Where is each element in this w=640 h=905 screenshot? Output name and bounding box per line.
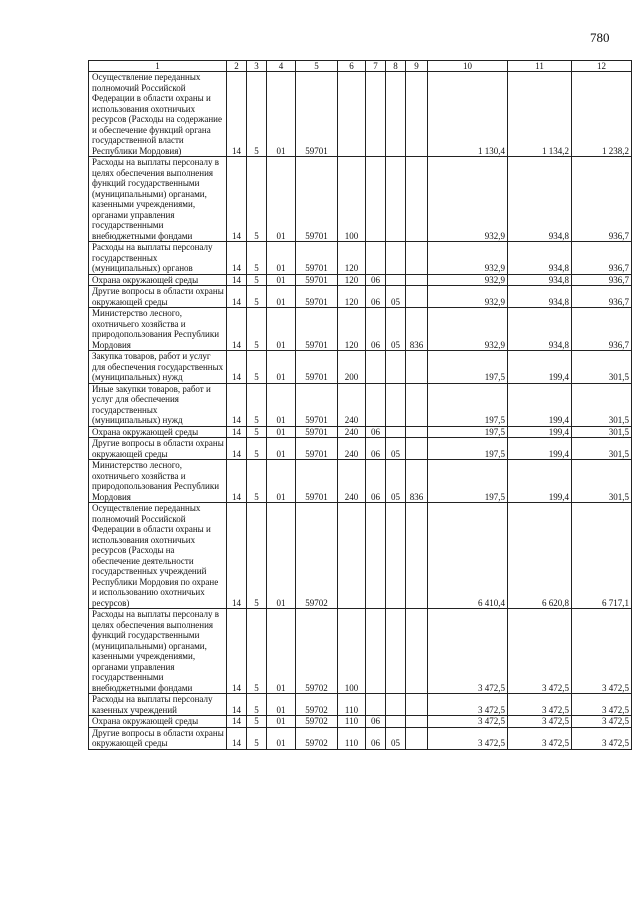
column-header: 12	[572, 61, 632, 72]
code-cell: 5	[247, 460, 267, 503]
code-cell: 14	[227, 503, 247, 609]
code-cell: 01	[267, 242, 296, 275]
code-cell	[406, 383, 428, 426]
amount-cell: 936,7	[572, 308, 632, 351]
amount-cell: 197,5	[428, 438, 508, 460]
table-row	[89, 351, 632, 384]
code-cell: 14	[227, 72, 247, 157]
amount-cell: 199,4	[508, 438, 572, 460]
code-cell	[366, 242, 386, 275]
code-cell: 59701	[296, 383, 338, 426]
code-cell: 01	[267, 351, 296, 384]
code-cell: 01	[267, 72, 296, 157]
expense-name-cell: Расходы на выплаты персоналу государственных (муниципальных) органов	[89, 242, 227, 275]
code-cell: 110	[338, 727, 366, 749]
code-cell	[366, 694, 386, 716]
code-cell: 5	[247, 242, 267, 275]
table-row	[89, 426, 632, 438]
code-cell: 14	[227, 727, 247, 749]
table-header-row	[89, 61, 632, 72]
code-cell: 5	[247, 286, 267, 308]
code-cell: 5	[247, 308, 267, 351]
table-row	[89, 460, 632, 503]
code-cell: 01	[267, 308, 296, 351]
code-cell: 01	[267, 274, 296, 286]
code-cell	[406, 157, 428, 242]
amount-cell: 3 472,5	[572, 716, 632, 728]
code-cell: 06	[366, 274, 386, 286]
amount-cell: 6 717,1	[572, 503, 632, 609]
code-cell: 01	[267, 609, 296, 694]
code-cell: 14	[227, 609, 247, 694]
expense-name-cell: Другие вопросы в области охраны окружающей среды	[89, 438, 227, 460]
amount-cell: 3 472,5	[572, 694, 632, 716]
code-cell: 14	[227, 351, 247, 384]
expense-name-cell: Охрана окружающей среды	[89, 426, 227, 438]
code-cell: 59701	[296, 438, 338, 460]
code-cell: 01	[267, 426, 296, 438]
amount-cell: 934,8	[508, 274, 572, 286]
code-cell: 14	[227, 157, 247, 242]
amount-cell: 197,5	[428, 426, 508, 438]
code-cell: 01	[267, 503, 296, 609]
amount-cell: 301,5	[572, 351, 632, 384]
code-cell: 240	[338, 460, 366, 503]
amount-cell: 934,8	[508, 242, 572, 275]
amount-cell: 197,5	[428, 460, 508, 503]
amount-cell: 3 472,5	[508, 716, 572, 728]
code-cell: 120	[338, 286, 366, 308]
expense-name-cell: Осуществление переданных полномочий Российской Федерации в области охраны и использования охотничьих ресурсов (Расходы на обеспечение деятельности государственных учреждений Республики Мордовия по охране и использованию охотничьих ресурсов)	[89, 503, 227, 609]
code-cell: 06	[366, 716, 386, 728]
amount-cell: 3 472,5	[572, 609, 632, 694]
code-cell	[406, 286, 428, 308]
code-cell: 100	[338, 157, 366, 242]
code-cell: 06	[366, 286, 386, 308]
code-cell: 5	[247, 727, 267, 749]
amount-cell: 932,9	[428, 308, 508, 351]
code-cell	[386, 609, 406, 694]
code-cell: 5	[247, 274, 267, 286]
code-cell: 05	[386, 286, 406, 308]
code-cell	[366, 383, 386, 426]
expense-name-cell: Расходы на выплаты персоналу казенных учреждений	[89, 694, 227, 716]
code-cell	[386, 716, 406, 728]
code-cell: 59702	[296, 503, 338, 609]
code-cell: 59701	[296, 426, 338, 438]
code-cell: 14	[227, 383, 247, 426]
code-cell: 59702	[296, 609, 338, 694]
code-cell	[386, 242, 406, 275]
page-number: 780	[590, 30, 610, 45]
code-cell: 120	[338, 308, 366, 351]
code-cell: 01	[267, 157, 296, 242]
amount-cell: 301,5	[572, 426, 632, 438]
amount-cell: 301,5	[572, 383, 632, 426]
code-cell: 59702	[296, 694, 338, 716]
column-header: 3	[247, 61, 267, 72]
code-cell: 01	[267, 716, 296, 728]
code-cell: 14	[227, 286, 247, 308]
code-cell: 59702	[296, 727, 338, 749]
code-cell: 5	[247, 383, 267, 426]
amount-cell: 3 472,5	[428, 694, 508, 716]
table-row	[89, 503, 632, 609]
expense-name-cell: Осуществление переданных полномочий Российской Федерации в области охраны и использования охотничьих ресурсов (Расходы на содержание и обеспечение функций органа государственной власти Республики Мордовия)	[89, 72, 227, 157]
amount-cell: 3 472,5	[508, 694, 572, 716]
code-cell: 5	[247, 716, 267, 728]
amount-cell: 6 410,4	[428, 503, 508, 609]
code-cell: 5	[247, 609, 267, 694]
code-cell: 06	[366, 308, 386, 351]
table-row	[89, 286, 632, 308]
code-cell	[406, 727, 428, 749]
table-row	[89, 274, 632, 286]
column-header: 9	[406, 61, 428, 72]
column-header: 1	[89, 61, 227, 72]
code-cell	[386, 694, 406, 716]
code-cell: 240	[338, 383, 366, 426]
code-cell: 14	[227, 242, 247, 275]
table-body	[89, 72, 632, 750]
code-cell	[366, 157, 386, 242]
column-header: 8	[386, 61, 406, 72]
code-cell	[338, 503, 366, 609]
code-cell: 110	[338, 716, 366, 728]
expense-name-cell: Охрана окружающей среды	[89, 716, 227, 728]
code-cell: 59701	[296, 286, 338, 308]
table-row	[89, 242, 632, 275]
code-cell: 01	[267, 694, 296, 716]
code-cell: 120	[338, 242, 366, 275]
code-cell: 200	[338, 351, 366, 384]
code-cell: 06	[366, 426, 386, 438]
code-cell	[406, 72, 428, 157]
code-cell: 14	[227, 308, 247, 351]
amount-cell: 3 472,5	[508, 609, 572, 694]
amount-cell: 199,4	[508, 460, 572, 503]
amount-cell: 197,5	[428, 351, 508, 384]
column-header: 7	[366, 61, 386, 72]
amount-cell: 6 620,8	[508, 503, 572, 609]
expense-name-cell: Другие вопросы в области охраны окружающей среды	[89, 286, 227, 308]
code-cell: 59701	[296, 157, 338, 242]
amount-cell: 936,7	[572, 286, 632, 308]
code-cell	[386, 503, 406, 609]
code-cell: 59701	[296, 242, 338, 275]
code-cell	[366, 503, 386, 609]
code-cell	[386, 157, 406, 242]
code-cell	[406, 242, 428, 275]
code-cell: 14	[227, 438, 247, 460]
code-cell: 5	[247, 694, 267, 716]
column-header: 4	[267, 61, 296, 72]
amount-cell: 3 472,5	[508, 727, 572, 749]
amount-cell: 934,8	[508, 157, 572, 242]
amount-cell: 932,9	[428, 286, 508, 308]
table-row	[89, 694, 632, 716]
code-cell	[386, 351, 406, 384]
code-cell: 59701	[296, 72, 338, 157]
expense-name-cell: Министерство лесного, охотничьего хозяйства и природопользования Республики Мордовия	[89, 460, 227, 503]
code-cell: 01	[267, 727, 296, 749]
code-cell: 110	[338, 694, 366, 716]
code-cell	[366, 72, 386, 157]
code-cell: 100	[338, 609, 366, 694]
code-cell: 01	[267, 286, 296, 308]
expense-name-cell: Охрана окружающей среды	[89, 274, 227, 286]
code-cell: 05	[386, 438, 406, 460]
amount-cell: 3 472,5	[572, 727, 632, 749]
expense-name-cell: Расходы на выплаты персоналу в целях обеспечения выполнения функций государственными (муниципальными) органами, казенными учреждениями, органами управления государственными внебюджетными фондами	[89, 609, 227, 694]
code-cell: 5	[247, 426, 267, 438]
code-cell: 240	[338, 438, 366, 460]
code-cell: 14	[227, 694, 247, 716]
code-cell: 05	[386, 308, 406, 351]
code-cell: 01	[267, 460, 296, 503]
amount-cell: 301,5	[572, 438, 632, 460]
code-cell: 5	[247, 438, 267, 460]
code-cell: 59701	[296, 351, 338, 384]
code-cell	[406, 351, 428, 384]
code-cell: 120	[338, 274, 366, 286]
table-row	[89, 383, 632, 426]
amount-cell: 936,7	[572, 274, 632, 286]
expense-name-cell: Закупка товаров, работ и услуг для обеспечения государственных (муниципальных) нужд	[89, 351, 227, 384]
code-cell: 59701	[296, 274, 338, 286]
column-header: 2	[227, 61, 247, 72]
code-cell	[386, 383, 406, 426]
amount-cell: 197,5	[428, 383, 508, 426]
code-cell: 5	[247, 72, 267, 157]
code-cell: 14	[227, 460, 247, 503]
code-cell	[406, 426, 428, 438]
code-cell	[406, 503, 428, 609]
code-cell: 06	[366, 460, 386, 503]
code-cell: 01	[267, 438, 296, 460]
amount-cell: 199,4	[508, 351, 572, 384]
table-row	[89, 157, 632, 242]
code-cell	[406, 716, 428, 728]
amount-cell: 934,8	[508, 308, 572, 351]
amount-cell: 199,4	[508, 426, 572, 438]
amount-cell: 936,7	[572, 242, 632, 275]
code-cell	[406, 438, 428, 460]
code-cell: 836	[406, 460, 428, 503]
amount-cell: 3 472,5	[428, 716, 508, 728]
table-row	[89, 609, 632, 694]
expense-name-cell: Иные закупки товаров, работ и услуг для обеспечения государственных (муниципальных) нужд	[89, 383, 227, 426]
code-cell	[386, 72, 406, 157]
code-cell: 01	[267, 383, 296, 426]
amount-cell: 932,9	[428, 274, 508, 286]
code-cell	[386, 274, 406, 286]
amount-cell: 932,9	[428, 157, 508, 242]
code-cell: 836	[406, 308, 428, 351]
amount-cell: 1 130,4	[428, 72, 508, 157]
code-cell	[366, 351, 386, 384]
code-cell: 14	[227, 426, 247, 438]
code-cell	[366, 609, 386, 694]
amount-cell: 199,4	[508, 383, 572, 426]
table-row	[89, 308, 632, 351]
column-header: 6	[338, 61, 366, 72]
expense-name-cell: Министерство лесного, охотничьего хозяйства и природопользования Республики Мордовия	[89, 308, 227, 351]
code-cell	[406, 609, 428, 694]
amount-cell: 936,7	[572, 157, 632, 242]
budget-table	[88, 60, 632, 750]
amount-cell: 934,8	[508, 286, 572, 308]
table-row	[89, 716, 632, 728]
table-row	[89, 438, 632, 460]
code-cell: 14	[227, 274, 247, 286]
code-cell: 06	[366, 438, 386, 460]
column-header: 10	[428, 61, 508, 72]
code-cell: 05	[386, 727, 406, 749]
amount-cell: 3 472,5	[428, 609, 508, 694]
code-cell	[338, 72, 366, 157]
amount-cell: 301,5	[572, 460, 632, 503]
code-cell: 5	[247, 503, 267, 609]
code-cell	[386, 426, 406, 438]
code-cell: 5	[247, 351, 267, 384]
table-row	[89, 72, 632, 157]
expense-name-cell: Расходы на выплаты персоналу в целях обеспечения выполнения функций государственными (муниципальными) органами, казенными учреждениями, органами управления государственными внебюджетными фондами	[89, 157, 227, 242]
code-cell: 59701	[296, 308, 338, 351]
code-cell: 05	[386, 460, 406, 503]
code-cell: 06	[366, 727, 386, 749]
code-cell: 240	[338, 426, 366, 438]
expense-name-cell: Другие вопросы в области охраны окружающей среды	[89, 727, 227, 749]
amount-cell: 3 472,5	[428, 727, 508, 749]
amount-cell: 932,9	[428, 242, 508, 275]
code-cell: 59702	[296, 716, 338, 728]
amount-cell: 1 238,2	[572, 72, 632, 157]
code-cell	[406, 274, 428, 286]
column-header: 11	[508, 61, 572, 72]
code-cell: 14	[227, 716, 247, 728]
table-row	[89, 727, 632, 749]
code-cell: 59701	[296, 460, 338, 503]
code-cell: 5	[247, 157, 267, 242]
column-header: 5	[296, 61, 338, 72]
code-cell	[406, 694, 428, 716]
amount-cell: 1 134,2	[508, 72, 572, 157]
